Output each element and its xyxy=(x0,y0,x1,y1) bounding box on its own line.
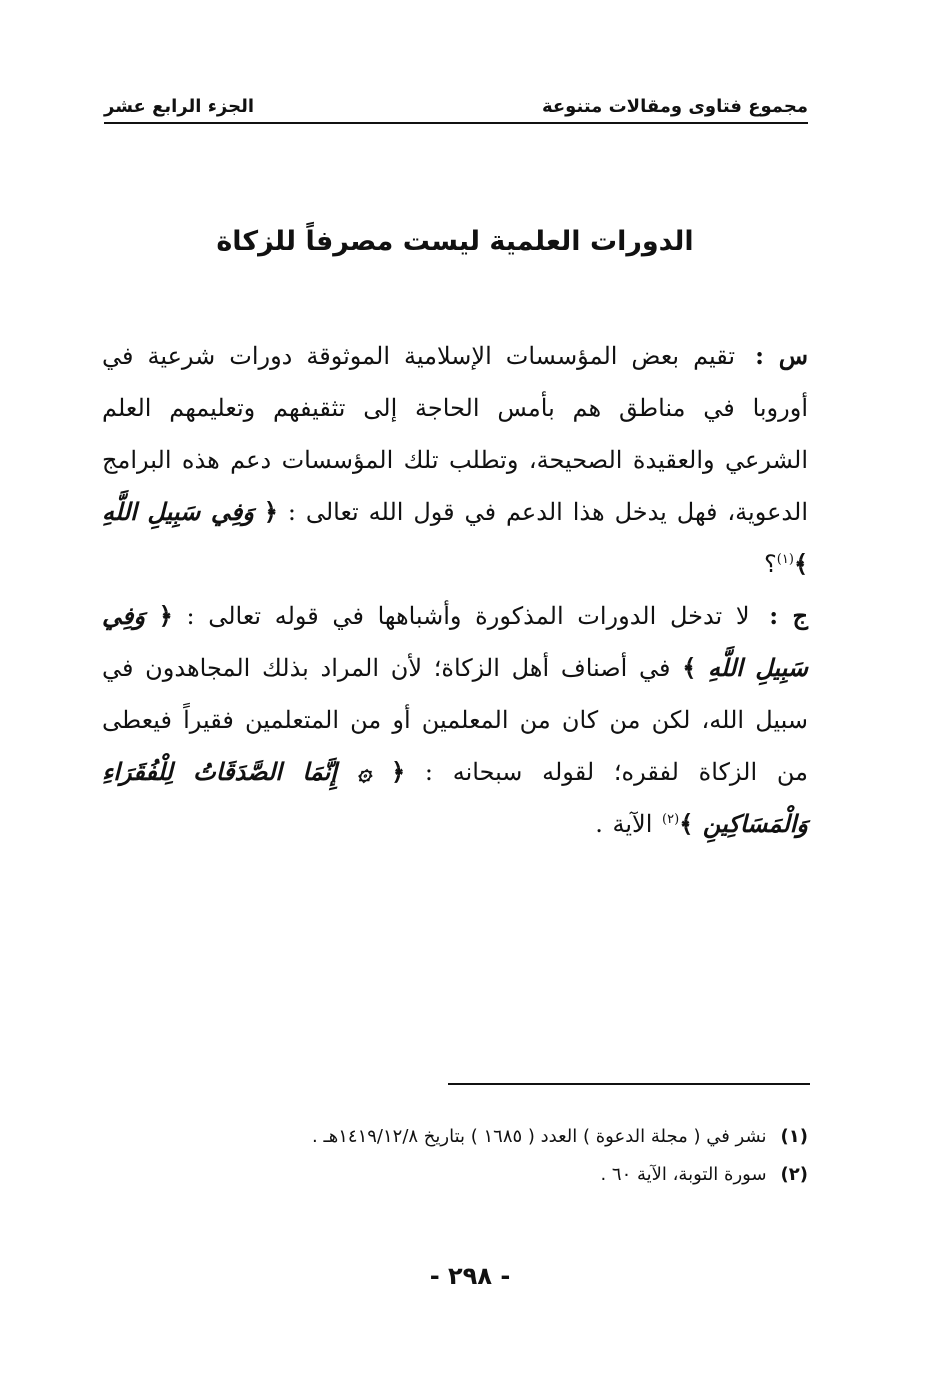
question-text: تقيم بعض المؤسسات الإسلامية الموثوقة دورات شرعية في أوروبا في مناطق هم بأمس الحاجة إلى تثقيفهم وتعليمهم العلم الشرعي والعقيدة الصحيحة، وتطلب تلك المؤسسات دعم هذه البرامج الدعوية، فهل يدخل هذا الدعم في قول الله تعالى : xyxy=(102,342,808,526)
question-end: ؟ xyxy=(764,550,777,578)
quran-open-bracket: ﴿ xyxy=(263,497,278,526)
footnote-text: نشر في ( مجلة الدعوة ) العدد ( ١٦٨٥ ) بتاريخ ١٤١٩/١٢/٨هـ . xyxy=(312,1126,767,1147)
footnote-divider xyxy=(448,1083,810,1085)
quran-close-bracket: ﴾ xyxy=(793,549,808,578)
volume-label: الجزء الرابع عشر xyxy=(104,96,254,117)
quran-close-bracket: ﴾ xyxy=(682,653,697,682)
footnote-ref-1[interactable]: (١) xyxy=(776,552,794,567)
footnote-item xyxy=(104,1118,808,1156)
footnote-text: سورة التوبة، الآية ٦٠ . xyxy=(600,1164,767,1185)
quran-close-bracket: ﴾ xyxy=(679,809,694,838)
answer-paragraph xyxy=(102,590,808,850)
quran-verse: ۞ إِنَّمَا الصَّدَقَاتُ لِلْفُقَرَاءِ وَالْمَسَاكِينِ xyxy=(102,757,808,838)
question-marker: س : xyxy=(755,341,808,370)
article-title: الدورات العلمية ليست مصرفاً للزكاة xyxy=(216,226,694,257)
running-header xyxy=(104,92,808,124)
question-paragraph xyxy=(102,330,808,590)
footnote-ref-2[interactable]: (٢) xyxy=(662,812,680,827)
answer-marker: ج : xyxy=(769,601,808,630)
footnote-number: (٢) xyxy=(780,1164,808,1185)
answer-text-2: في أصناف أهل الزكاة؛ لأن المراد بذلك المجاهدون في سبيل الله، لكن من كان من المعلمين أو من المتعلمين فقيراً فيعطى من الزكاة لفقره؛ لقوله سبحانه : xyxy=(102,654,808,786)
footnote-number: (١) xyxy=(780,1126,808,1147)
footnote-item xyxy=(104,1156,808,1194)
page-number: - ٢٩٨ - xyxy=(429,1262,511,1290)
footnotes xyxy=(104,1118,808,1194)
answer-text-1: لا تدخل الدورات المذكورة وأشباهها في قوله تعالى : xyxy=(186,602,750,630)
quran-open-bracket: ﴿ xyxy=(391,757,406,786)
quran-verse: وَفِي سَبِيلِ اللَّهِ xyxy=(102,601,808,682)
quran-open-bracket: ﴿ xyxy=(158,601,173,630)
quran-verse: وَفِي سَبِيلِ اللَّهِ xyxy=(102,497,254,526)
book-title: مجموع فتاوى ومقالات متنوعة xyxy=(541,96,808,117)
answer-end: الآية . xyxy=(595,810,653,838)
